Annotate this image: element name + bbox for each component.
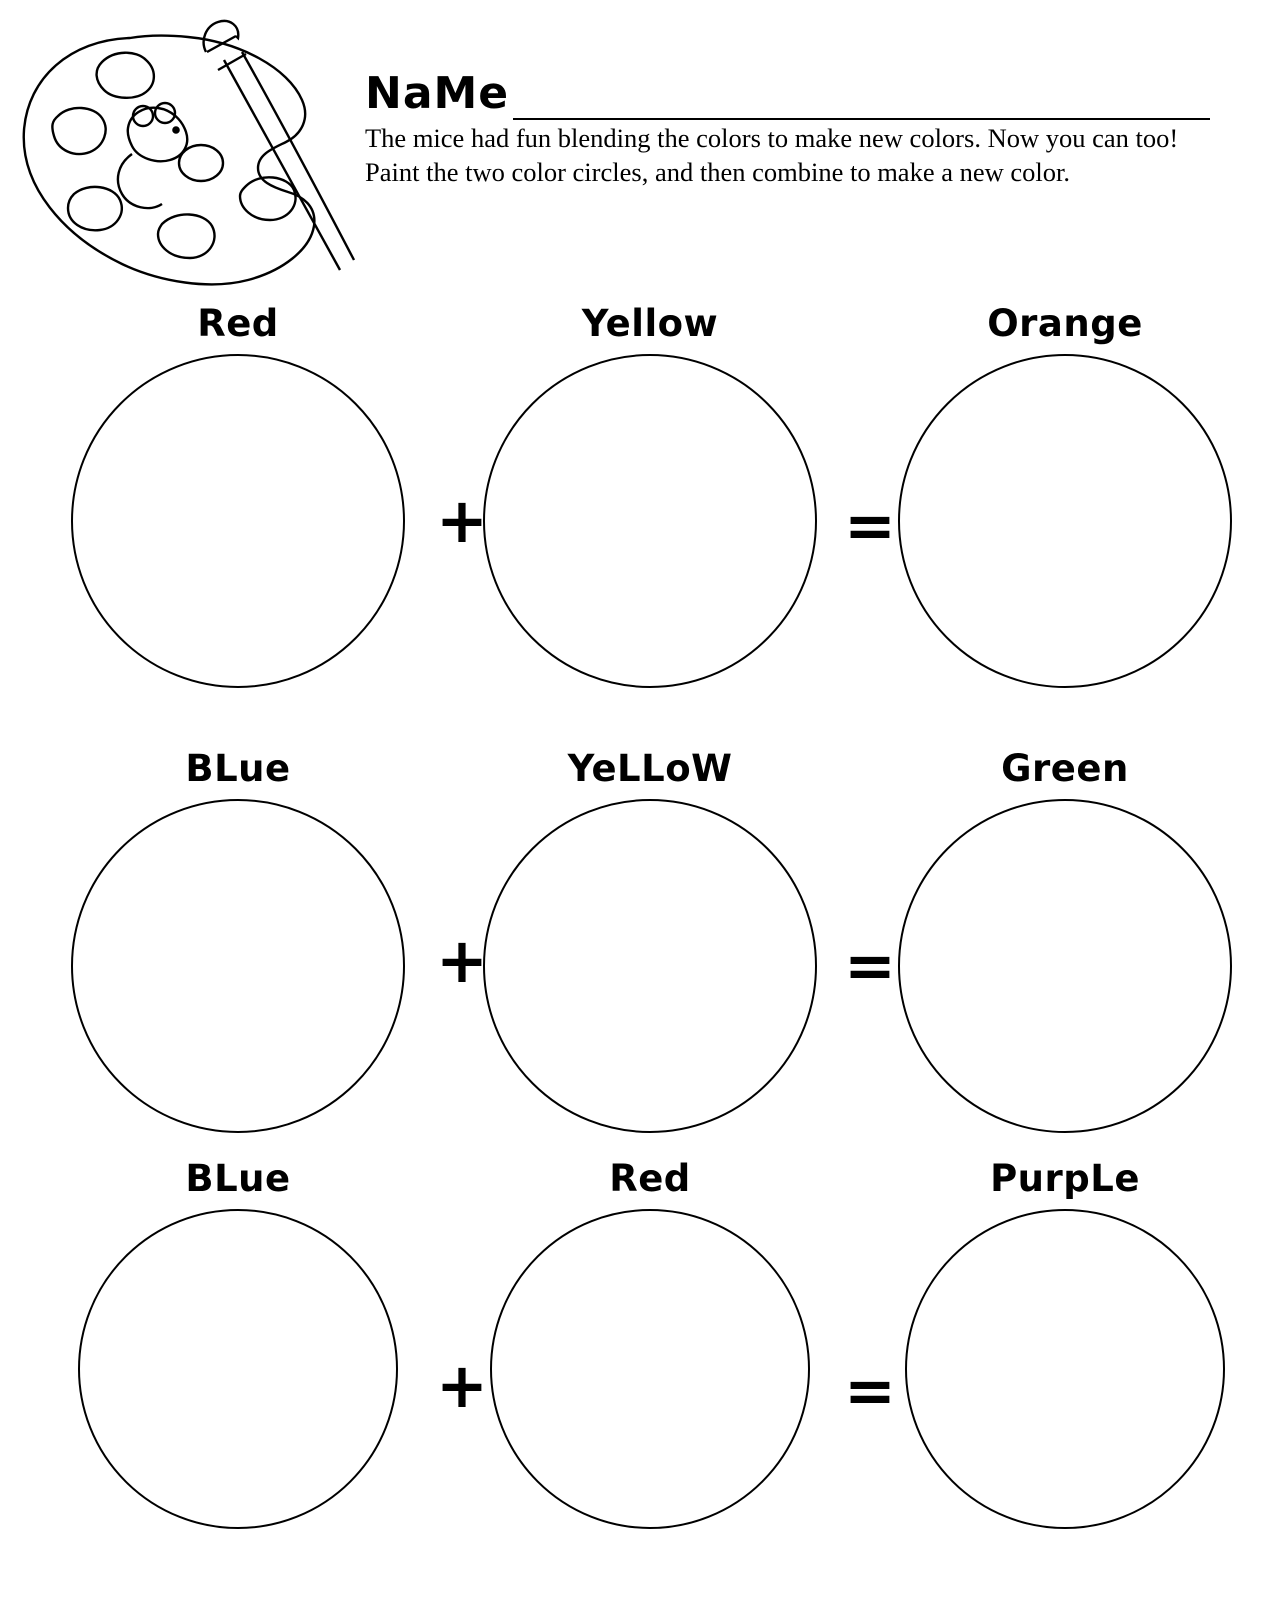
color-label: Yellow [581, 302, 719, 345]
equals-sign-row-1: = [844, 489, 896, 562]
plus-sign-row-3: + [436, 1349, 488, 1422]
mix-row-3 [0, 1155, 1270, 1575]
name-block [365, 58, 1210, 190]
color-label: PurpLe [990, 1157, 1140, 1200]
mix-row-3-right [475, 1155, 825, 1529]
mix-row-2-right [475, 745, 825, 1133]
paint-palette-with-mouse-and-brush-icon [10, 18, 360, 288]
color-circle-paint-area[interactable] [898, 799, 1232, 1133]
name-row [365, 58, 1210, 120]
mix-row-3-result [890, 1155, 1240, 1529]
instructions-text: The mice had fun blending the colors to make new colors. Now you can too! Paint the two color circles, and then combine to make a new color. [365, 123, 1179, 187]
mix-row-1-result [890, 300, 1240, 688]
color-label: YeLLoW [567, 747, 733, 790]
mix-row-2-left [63, 745, 413, 1133]
color-label: Green [1001, 747, 1129, 790]
mix-row-1-left [63, 300, 413, 688]
equals-sign-row-2: = [844, 929, 896, 1002]
color-label: Red [609, 1157, 691, 1200]
plus-sign-row-1: + [436, 484, 488, 557]
equals-sign-row-3: = [844, 1354, 896, 1427]
color-circle-paint-area[interactable] [71, 799, 405, 1133]
worksheet-header [0, 0, 1270, 300]
color-label: BLue [185, 1157, 291, 1200]
color-circle-paint-area[interactable] [483, 799, 817, 1133]
color-circle-paint-area[interactable] [490, 1209, 810, 1529]
mix-row-1-right [475, 300, 825, 688]
mix-row-3-left [63, 1155, 413, 1529]
color-circle-paint-area[interactable] [78, 1209, 398, 1529]
mix-row-2-result [890, 745, 1240, 1133]
plus-sign-row-2: + [436, 924, 488, 997]
color-circle-paint-area[interactable] [71, 354, 405, 688]
color-label: Orange [987, 302, 1143, 345]
mix-row-2 [0, 745, 1270, 1165]
name-write-in-line[interactable] [513, 70, 1210, 120]
color-circle-paint-area[interactable] [483, 354, 817, 688]
mix-row-1 [0, 300, 1270, 720]
color-circle-paint-area[interactable] [905, 1209, 1225, 1529]
color-circle-paint-area[interactable] [898, 354, 1232, 688]
color-label: Red [197, 302, 279, 345]
name-label: NaMe [365, 68, 510, 119]
color-label: BLue [185, 747, 291, 790]
